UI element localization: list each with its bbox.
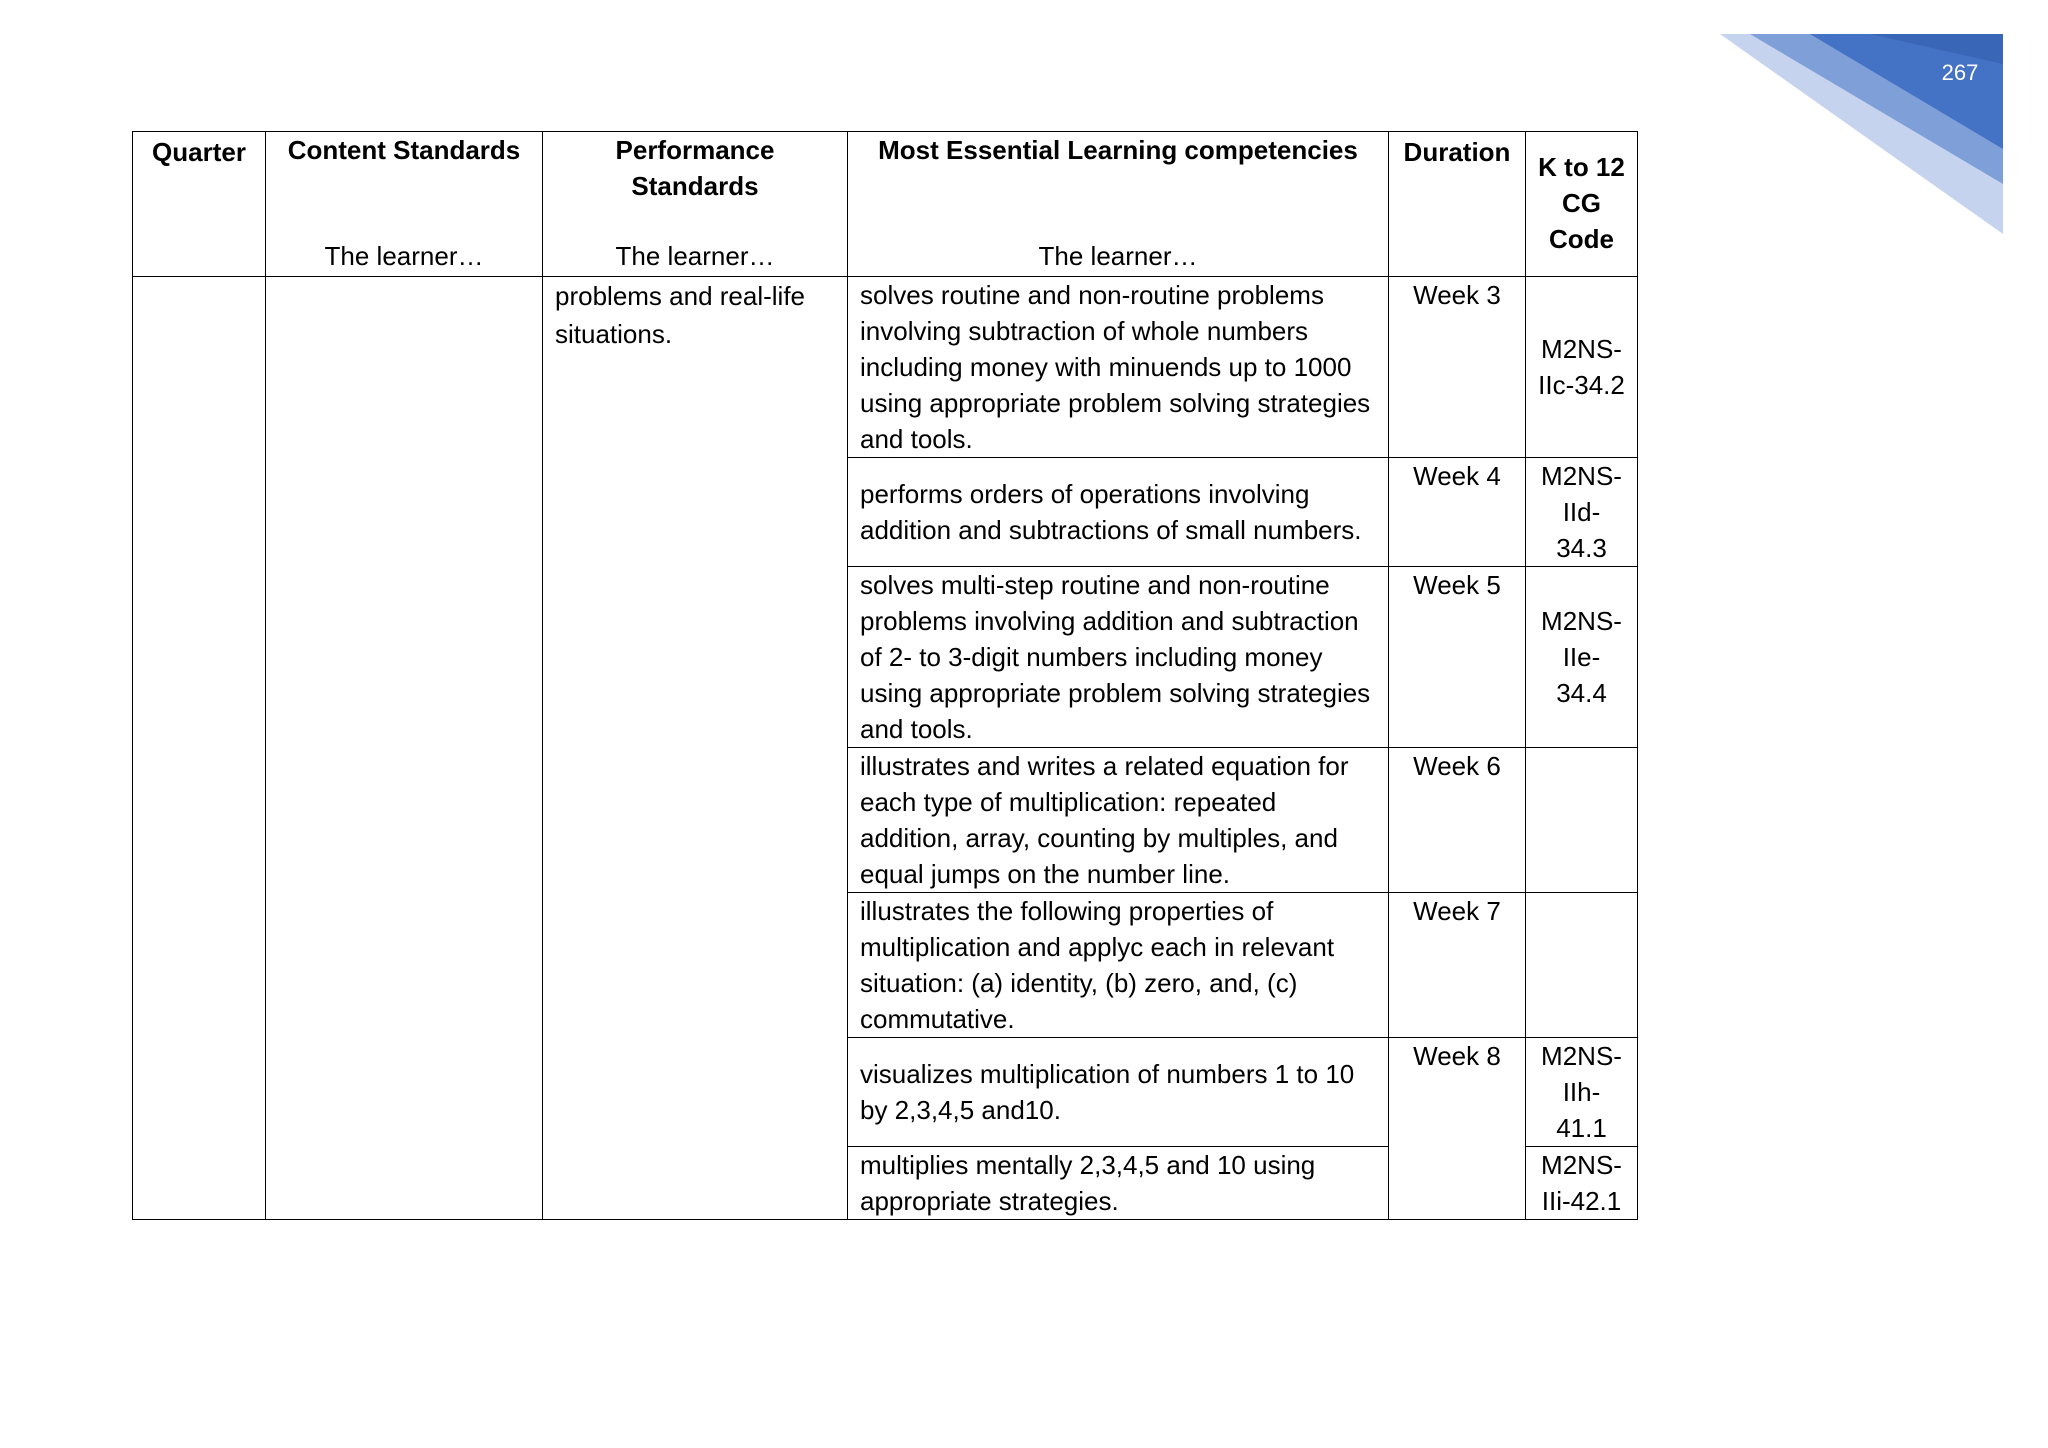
header-competencies: Most Essential Learning competencies The learner… xyxy=(848,132,1389,277)
code-cell xyxy=(1526,748,1638,893)
header-code: K to 12 CG Code xyxy=(1526,132,1638,277)
code-cell: M2NS-IIi-42.1 xyxy=(1526,1147,1638,1220)
competency-cell: solves routine and non-routine problems involving subtraction of whole numbers including money with minuends up to 1000 using appropriate problem solving strategies and tools. xyxy=(848,277,1389,458)
competency-cell: illustrates the following properties of multiplication and applyc each in relevant situation: (a) identity, (b) zero, and, (c) commutative. xyxy=(848,893,1389,1038)
code-cell: M2NS-IIh-41.1 xyxy=(1526,1038,1638,1147)
header-quarter: Quarter xyxy=(133,132,266,277)
duration-cell: Week 8 xyxy=(1389,1038,1526,1220)
competency-cell: visualizes multiplication of numbers 1 to 10 by 2,3,4,5 and10. xyxy=(848,1038,1389,1147)
code-cell xyxy=(1526,893,1638,1038)
header-performance-standards: Performance Standards The learner… xyxy=(543,132,848,277)
content-standards-cell xyxy=(266,277,543,1220)
quarter-cell xyxy=(133,277,266,1220)
header-row xyxy=(133,132,1638,277)
duration-cell: Week 3 xyxy=(1389,277,1526,458)
header-content-standards: Content Standards The learner… xyxy=(266,132,543,277)
code-cell: M2NS-IIe-34.4 xyxy=(1526,567,1638,748)
learner-label: The learner… xyxy=(1038,241,1198,271)
duration-cell: Week 7 xyxy=(1389,893,1526,1038)
learner-label: The learner… xyxy=(615,241,775,271)
duration-cell: Week 6 xyxy=(1389,748,1526,893)
performance-standards-cell: problems and real-life situations. xyxy=(543,277,848,1220)
page-number: 267 xyxy=(1941,60,1979,85)
competency-cell: multiplies mentally 2,3,4,5 and 10 using appropriate strategies. xyxy=(848,1147,1389,1220)
table-row xyxy=(133,277,1638,458)
header-duration: Duration xyxy=(1389,132,1526,277)
duration-cell: Week 4 xyxy=(1389,458,1526,567)
competency-cell: performs orders of operations involving addition and subtractions of small numbers. xyxy=(848,458,1389,567)
duration-cell: Week 5 xyxy=(1389,567,1526,748)
code-cell: M2NS-IId-34.3 xyxy=(1526,458,1638,567)
learner-label: The learner… xyxy=(324,241,484,271)
competency-cell: solves multi-step routine and non-routine problems involving addition and subtraction of 2- to 3-digit numbers including money using appropriate problem solving strategies and tools. xyxy=(848,567,1389,748)
melc-table xyxy=(132,131,1638,1220)
code-cell: M2NS-IIc-34.2 xyxy=(1526,277,1638,458)
competency-cell: illustrates and writes a related equation for each type of multiplication: repeated addition, array, counting by multiples, and equal jumps on the number line. xyxy=(848,748,1389,893)
